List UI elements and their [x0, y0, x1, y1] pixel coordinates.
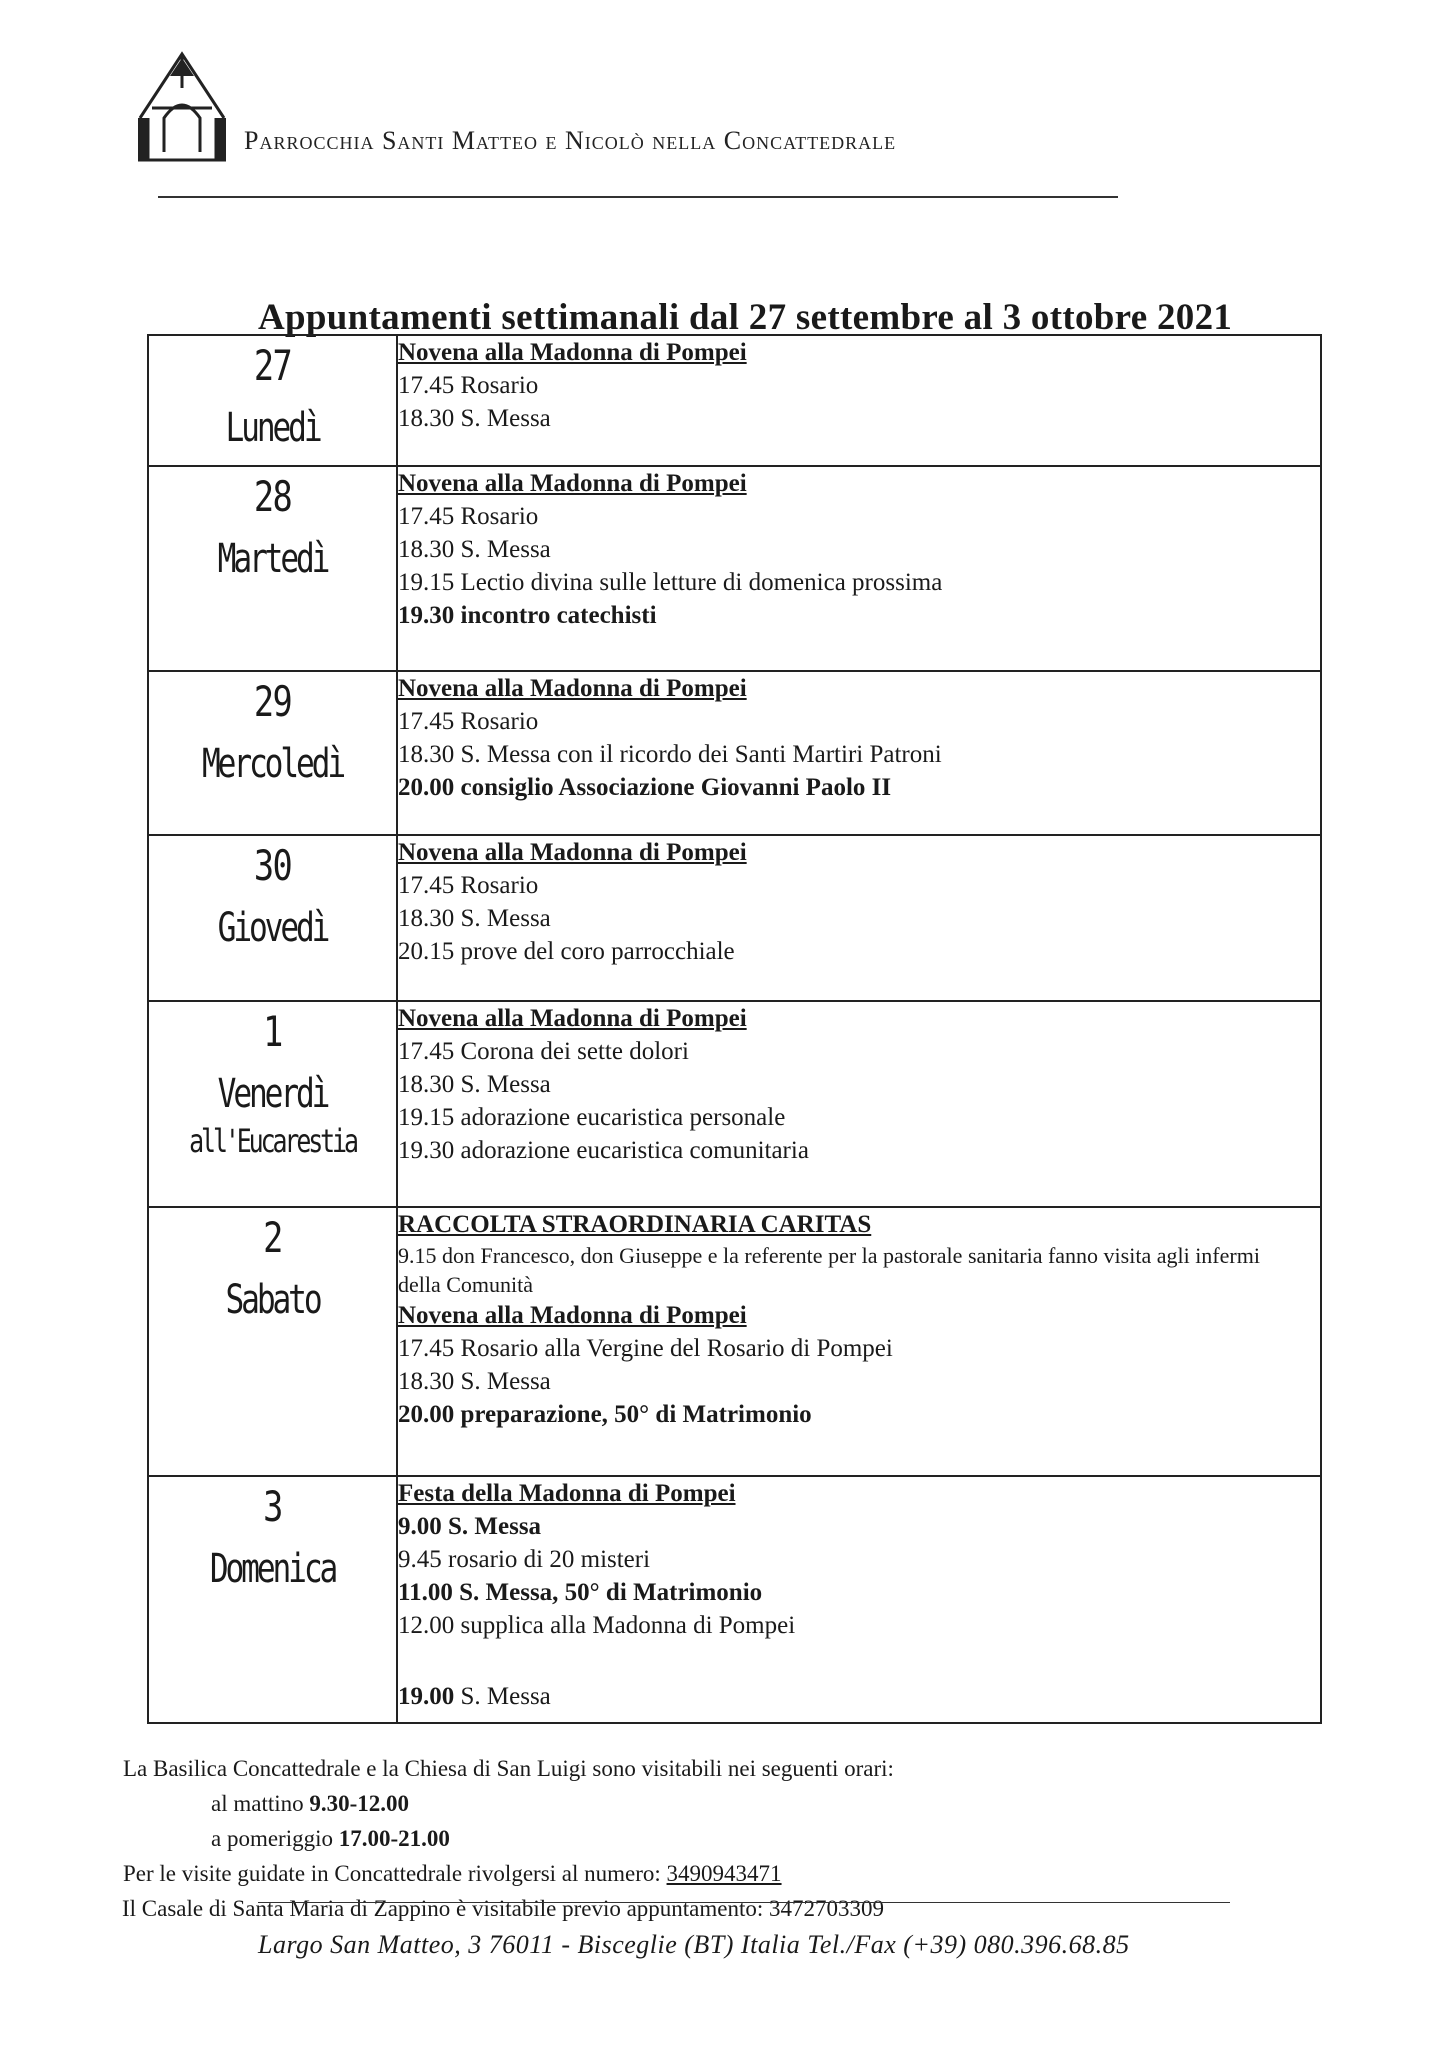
events-cell: [397, 671, 1321, 835]
event-heading: RACCOLTA STRAORDINARIA CARITAS: [398, 1211, 872, 1238]
day-number: 1: [263, 1007, 282, 1056]
parish-name: Parrocchia Santi Matteo e Nicolò nella Concattedrale: [244, 126, 897, 155]
schedule-row: [148, 1001, 1321, 1207]
afternoon-hours: a pomeriggio 17.00-21.00: [211, 1826, 450, 1851]
footer-info: [123, 1751, 894, 1891]
event-line: 19.15 adorazione eucaristica personale: [398, 1104, 786, 1131]
event-heading: Novena alla Madonna di Pompei: [398, 470, 747, 497]
event-line: 17.45 Rosario: [398, 708, 539, 735]
events-cell: [397, 335, 1321, 466]
day-cell: [148, 1001, 397, 1207]
events-cell: [397, 1001, 1321, 1207]
events-cell: [397, 466, 1321, 671]
schedule-row: [148, 1476, 1321, 1723]
event-line: 19.30 adorazione eucaristica comunitaria: [398, 1137, 809, 1164]
schedule-body: [148, 335, 1321, 1723]
event-heading: Novena alla Madonna di Pompei: [398, 675, 747, 702]
event-line: 19.30 incontro catechisti: [398, 602, 657, 629]
address-divider: [258, 1902, 1230, 1903]
day-cell: [148, 335, 397, 466]
weekly-schedule-table: [147, 334, 1322, 1724]
day-name: Lunedì: [225, 405, 320, 452]
events-cell: [397, 1476, 1321, 1723]
event-line: 17.45 Rosario: [398, 872, 539, 899]
event-line: 19.00 S. Messa: [398, 1683, 551, 1710]
event-line: 18.30 S. Messa: [398, 405, 551, 432]
event-line: 17.45 Corona dei sette dolori: [398, 1038, 689, 1065]
event-line: 18.30 S. Messa con il ricordo dei Santi Martiri Patroni: [398, 741, 942, 768]
spacer: [398, 1642, 1320, 1680]
casale-phone: 3472703309: [769, 1896, 885, 1921]
page-title: Appuntamenti settimanali dal 27 settembre al 3 ottobre 2021: [258, 297, 1233, 338]
event-line: 18.30 S. Messa: [398, 905, 551, 932]
event-line: 17.45 Rosario alla Vergine del Rosario di Pompei: [398, 1335, 893, 1362]
event-line: 18.30 S. Messa: [398, 1368, 551, 1395]
day-number: 27: [253, 341, 292, 390]
day-cell: [148, 466, 397, 671]
schedule-row: [148, 466, 1321, 671]
event-line: 19.15 Lectio divina sulle letture di domenica prossima: [398, 569, 943, 596]
day-number: 30: [253, 841, 292, 890]
address-block: [118, 1896, 1218, 1959]
events-cell: [397, 835, 1321, 1001]
day-number: 28: [253, 472, 292, 521]
event-line: 18.30 S. Messa: [398, 1071, 551, 1098]
morning-hours: al mattino 9.30-12.00: [211, 1791, 410, 1816]
schedule-row: [148, 671, 1321, 835]
parish-address: Largo San Matteo, 3 76011 - Bisceglie (BT) Italia Tel./Fax (+39) 080.396.68.85: [258, 1930, 1130, 1959]
schedule-row: [148, 835, 1321, 1001]
event-line: 11.00 S. Messa, 50° di Matrimonio: [398, 1579, 763, 1606]
opening-hours-intro: La Basilica Concattedrale e la Chiesa di San Luigi sono visitabili nei seguenti orari:: [123, 1756, 894, 1781]
event-heading: Novena alla Madonna di Pompei: [398, 1005, 747, 1032]
schedule-row: [148, 335, 1321, 466]
day-name: Mercoledì: [202, 741, 343, 788]
day-name: Venerdì: [217, 1071, 328, 1118]
casale-info: Il Casale di Santa Maria di Zappino è visitabile previo appuntamento: 3472703309: [122, 1896, 885, 1921]
header-divider: [158, 196, 1118, 198]
event-line: 18.30 S. Messa: [398, 536, 551, 563]
event-line: 20.00 preparazione, 50° di Matrimonio: [398, 1401, 812, 1428]
guided-visits: Per le visite guidate in Concattedrale rivolgersi al numero: 3490943471: [123, 1861, 782, 1886]
guided-visits-phone: 3490943471: [666, 1861, 782, 1886]
day-name: Sabato: [225, 1277, 320, 1324]
day-number: 2: [263, 1213, 282, 1262]
day-name: Domenica: [209, 1546, 336, 1593]
day-number: 3: [263, 1482, 282, 1531]
event-heading: Novena alla Madonna di Pompei: [398, 1302, 747, 1329]
event-line: 9.45 rosario di 20 misteri: [398, 1546, 651, 1573]
event-heading: Festa della Madonna di Pompei: [398, 1480, 736, 1507]
day-name: Giovedì: [217, 905, 328, 952]
events-cell: [397, 1207, 1321, 1476]
event-line: 20.00 consiglio Associazione Giovanni Paolo II: [398, 774, 892, 801]
day-cell: [148, 835, 397, 1001]
event-heading: Novena alla Madonna di Pompei: [398, 339, 747, 366]
schedule-row: [148, 1207, 1321, 1476]
event-heading: Novena alla Madonna di Pompei: [398, 839, 747, 866]
event-line: 12.00 supplica alla Madonna di Pompei: [398, 1612, 796, 1639]
event-line: 17.45 Rosario: [398, 503, 539, 530]
day-cell: [148, 671, 397, 835]
event-line: 9.15 don Francesco, don Giuseppe e la referente per la pastorale sanitaria fanno visita agli infermi della Comunità: [398, 1243, 1260, 1297]
event-line: 17.45 Rosario: [398, 372, 539, 399]
day-number: 29: [253, 677, 292, 726]
day-name: Martedì: [217, 536, 328, 583]
event-line: 9.00 S. Messa: [398, 1513, 542, 1540]
event-line: 20.15 prove del coro parrocchiale: [398, 938, 735, 965]
day-cell: [148, 1476, 397, 1723]
parish-church-logo: [134, 48, 230, 166]
day-cell: [148, 1207, 397, 1476]
day-note: all'Eucarestia: [189, 1122, 356, 1161]
